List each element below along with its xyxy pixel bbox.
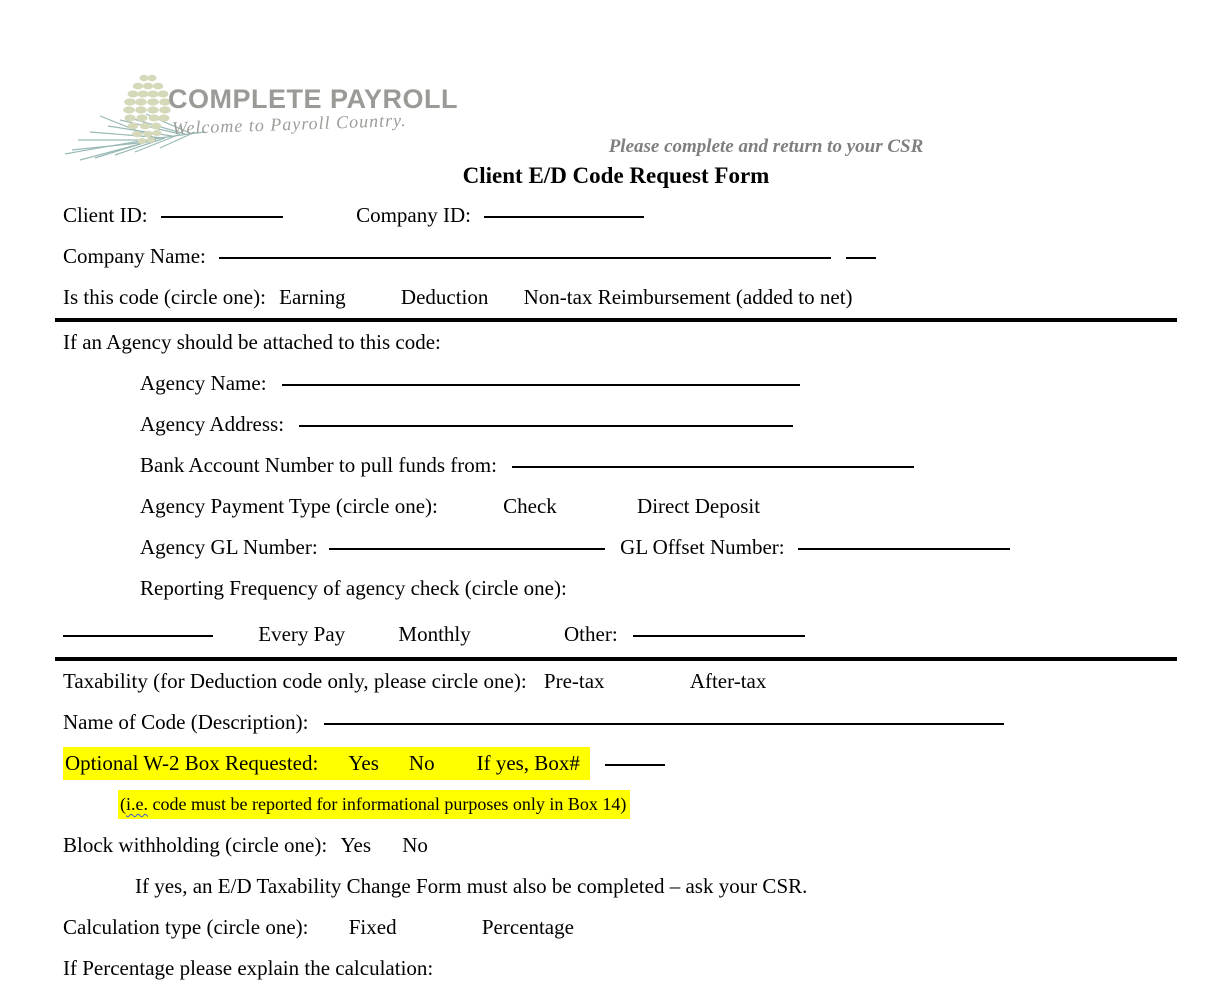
- gl-number-blank: [329, 547, 605, 550]
- block-withholding-note: If yes, an E/D Taxability Change Form must also be completed – ask your CSR.: [135, 874, 808, 898]
- reporting-frequency-label: Reporting Frequency of agency check (circle one):: [140, 576, 567, 600]
- client-id-blank: [161, 215, 283, 218]
- w2-box-number-blank: [605, 763, 665, 766]
- payment-type-option-check: Check: [503, 494, 557, 518]
- company-name-blank: [219, 256, 831, 259]
- payment-type-row: [0, 486, 1232, 527]
- bank-account-blank: [512, 465, 914, 468]
- w2-box-label: Optional W-2 Box Requested:: [65, 751, 319, 775]
- block-withholding-note-row: [0, 866, 1232, 907]
- w2-box-row: [0, 743, 1232, 784]
- code-name-blank: [324, 722, 1004, 725]
- bank-account-row: [0, 445, 1232, 486]
- block-withholding-row: [0, 825, 1232, 866]
- reporting-frequency-row: [0, 568, 1232, 609]
- frequency-options-row: [0, 611, 1232, 657]
- frequency-option-other: Other:: [564, 622, 618, 646]
- block-withholding-label: Block withholding (circle one):: [63, 833, 328, 857]
- frequency-lead-blank: [63, 634, 213, 637]
- code-type-option-deduction: Deduction: [400, 285, 489, 309]
- client-id-label: Client ID:: [63, 203, 148, 227]
- agency-name-blank: [282, 383, 800, 386]
- payment-type-option-direct-deposit: Direct Deposit: [637, 494, 761, 518]
- code-type-option-earning: Earning: [279, 285, 346, 309]
- percentage-note-row: [0, 948, 1232, 989]
- w2-box-highlight: [63, 747, 590, 780]
- form-body: [0, 195, 1232, 989]
- agency-heading: If an Agency should be attached to this code:: [63, 330, 441, 354]
- w2-box-if-yes-label: If yes, Box#: [476, 751, 580, 775]
- taxability-label: Taxability (for Deduction code only, please circle one):: [63, 669, 527, 693]
- logo-tagline: Welcome to Payroll Country.: [171, 109, 407, 139]
- w2-note-row: [0, 784, 1232, 825]
- company-name-blank-2: [846, 256, 876, 259]
- company-name-row: [0, 236, 1232, 277]
- csr-instruction-text: Please complete and return to your CSR: [608, 136, 924, 157]
- code-type-label: Is this code (circle one):: [63, 285, 266, 309]
- document-header: [0, 0, 1232, 195]
- gl-offset-label: GL Offset Number:: [620, 535, 785, 559]
- calculation-option-percentage: Percentage: [481, 915, 574, 939]
- w2-note-open: (: [120, 794, 126, 814]
- percentage-note: If Percentage please explain the calculation:: [63, 956, 434, 980]
- agency-address-label: Agency Address:: [140, 412, 285, 436]
- w2-note-ie-misspelling: i.e.: [126, 794, 148, 814]
- frequency-option-monthly: Monthly: [398, 622, 471, 646]
- calculation-type-row: [0, 907, 1232, 948]
- w2-box-option-yes: Yes: [348, 751, 379, 775]
- gl-number-row: [0, 527, 1232, 568]
- w2-note-rest: code must be reported for informational purposes only in Box 14): [148, 794, 627, 814]
- gl-offset-blank: [798, 547, 1010, 550]
- block-withholding-option-no: No: [402, 833, 428, 857]
- company-name-label: Company Name:: [63, 244, 206, 268]
- agency-address-row: [0, 404, 1232, 445]
- taxability-option-aftertax: After-tax: [689, 669, 767, 693]
- code-type-row: [0, 277, 1232, 318]
- bank-account-label: Bank Account Number to pull funds from:: [140, 453, 497, 477]
- taxability-option-pretax: Pre-tax: [543, 669, 605, 693]
- payment-type-label: Agency Payment Type (circle one):: [140, 494, 438, 518]
- calculation-option-fixed: Fixed: [348, 915, 397, 939]
- logo-wordmark: COMPLETE PAYROLL: [168, 84, 459, 114]
- code-type-option-nontax: Non-tax Reimbursement (added to net): [523, 285, 853, 309]
- company-id-label: Company ID:: [356, 203, 471, 227]
- taxability-row: [0, 661, 1232, 702]
- agency-heading-row: [0, 322, 1232, 363]
- form-title: Client E/D Code Request Form: [462, 163, 770, 188]
- gl-number-label: Agency GL Number:: [140, 535, 318, 559]
- w2-note-highlight: [118, 790, 630, 819]
- agency-address-blank: [299, 424, 793, 427]
- company-id-blank: [484, 215, 644, 218]
- code-name-label: Name of Code (Description):: [63, 710, 309, 734]
- agency-name-label: Agency Name:: [140, 371, 267, 395]
- calculation-type-label: Calculation type (circle one):: [63, 915, 309, 939]
- w2-box-option-no: No: [408, 751, 435, 775]
- client-company-id-row: [0, 195, 1232, 236]
- frequency-option-every-pay: Every Pay: [258, 622, 346, 646]
- code-name-row: [0, 702, 1232, 743]
- frequency-other-blank: [633, 634, 805, 637]
- block-withholding-option-yes: Yes: [340, 833, 371, 857]
- agency-name-row: [0, 363, 1232, 404]
